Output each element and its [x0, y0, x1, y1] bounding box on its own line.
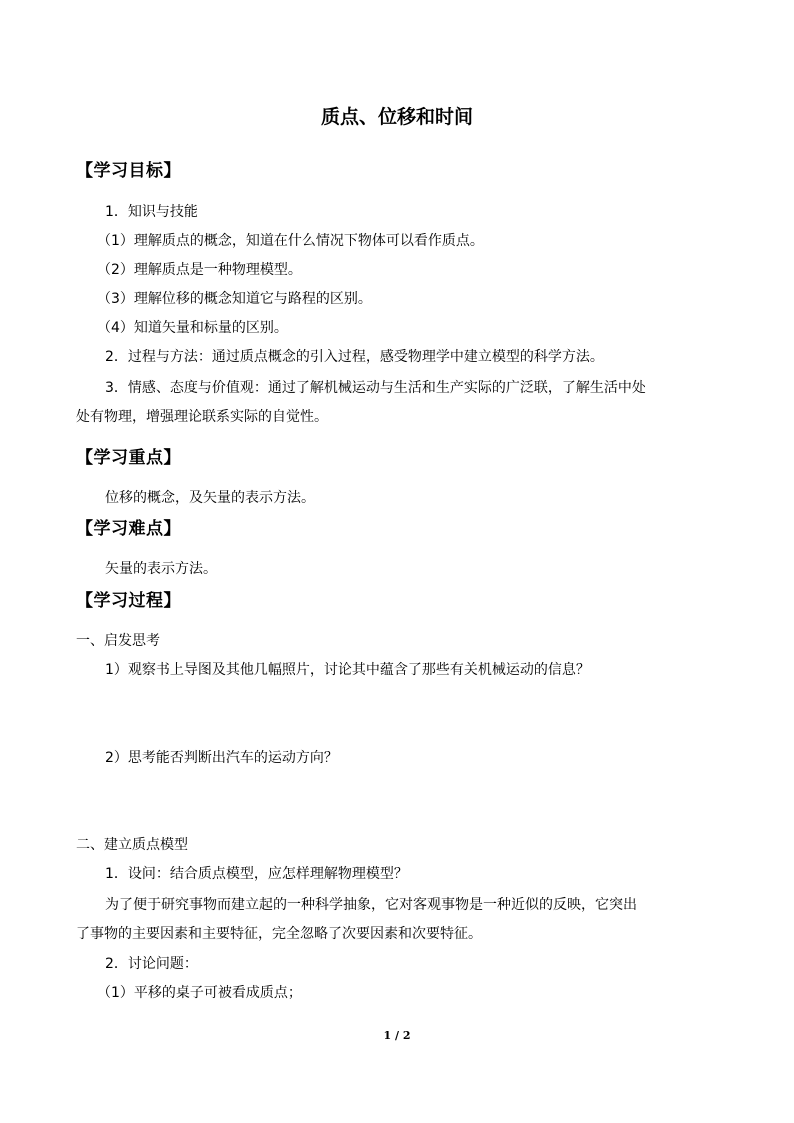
goals-sub-3: （3）理解位移的概念知道它与路程的区别。 [97, 291, 372, 307]
process-part-1-title: 一、启发思考 [76, 633, 160, 649]
goals-sub-2: （2）理解质点是一种物理模型。 [97, 262, 302, 278]
process-part-2-paragraph-line-1: 为了便于研究事物而建立起的一种科学抽象，它对客观事物是一种近似的反映，它突出 [105, 897, 637, 913]
page-title: 质点、位移和时间 [320, 106, 473, 128]
process-part-2-sub-1: （1）平移的桌子可被看成质点； [97, 985, 302, 1001]
goals-item-1: 1．知识与技能 [105, 204, 198, 220]
difficulties-text: 矢量的表示方法。 [105, 561, 217, 577]
goals-item-3-line-1: 3．情感、态度与价值观：通过了解机械运动与生活和生产实际的广泛联，了解生活中处 [105, 380, 646, 396]
goals-sub-1: （1）理解质点的概念，知道在什么情况下物体可以看作质点。 [97, 233, 484, 249]
goals-item-3-line-2: 处有物理，增强理论联系实际的自觉性。 [76, 409, 328, 425]
section-heading-difficulties: 【学习难点】 [76, 519, 181, 539]
process-part-1-question-1: 1）观察书上导图及其他几幅照片，讨论其中蕴含了那些有关机械运动的信息？ [105, 662, 590, 678]
section-heading-key-points: 【学习重点】 [76, 448, 181, 468]
process-part-2-title: 二、建立质点模型 [76, 837, 188, 853]
process-part-2-paragraph-line-2: 了事物的主要因素和主要特征，完全忽略了次要因素和次要特征。 [76, 926, 482, 942]
section-heading-goals: 【学习目标】 [76, 161, 181, 181]
goals-item-2: 2．过程与方法：通过质点概念的引入过程，感受物理学中建立模型的科学方法。 [105, 349, 604, 365]
section-heading-process: 【学习过程】 [76, 591, 181, 611]
process-part-2-item-2: 2．讨论问题： [105, 956, 198, 972]
goals-sub-4: （4）知道矢量和标量的区别。 [97, 320, 288, 336]
process-part-2-item-1: 1．设问：结合质点模型，应怎样理解物理模型？ [105, 866, 408, 882]
key-points-text: 位移的概念，及矢量的表示方法。 [105, 490, 315, 506]
process-part-1-question-2: 2）思考能否判断出汽车的运动方向？ [105, 750, 338, 766]
page-number: 1 / 2 [383, 1029, 411, 1042]
